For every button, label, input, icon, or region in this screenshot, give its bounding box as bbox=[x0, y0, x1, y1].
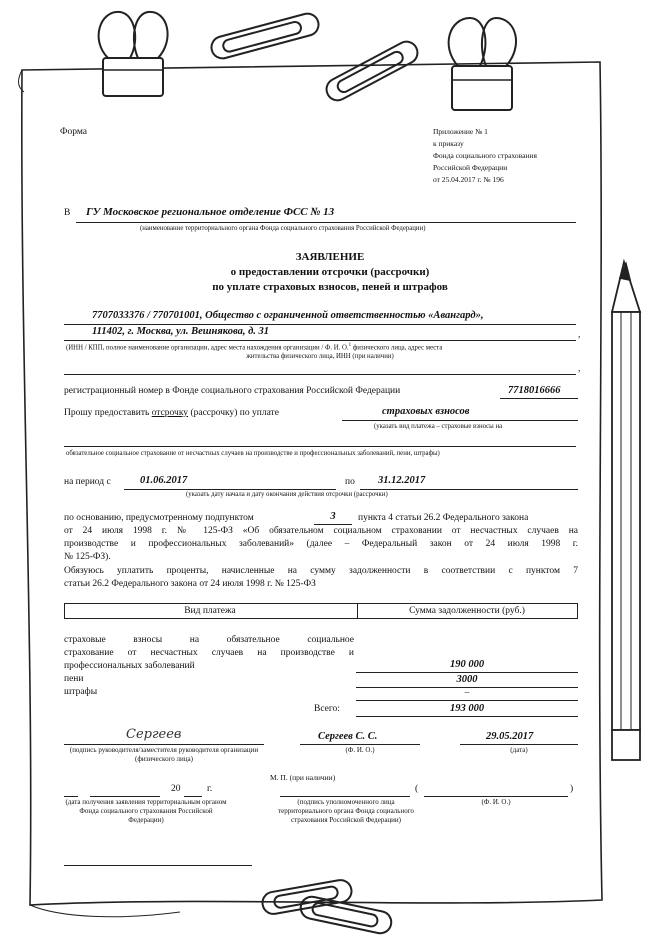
recipient-prefix: В bbox=[64, 208, 71, 218]
table-value-penalty[interactable]: 3000 bbox=[456, 674, 478, 685]
request-value[interactable]: страховых взносов bbox=[382, 406, 470, 417]
period-from-value[interactable]: 01.06.2017 bbox=[140, 475, 188, 486]
appendix-line: Фонда социального страхования bbox=[433, 151, 537, 160]
signature-date[interactable]: 29.05.2017 bbox=[486, 731, 534, 742]
receipt-caption-fio: (Ф. И. О.) bbox=[481, 798, 511, 806]
appendix-line: Приложение № 1 bbox=[433, 127, 488, 136]
applicant-comma: , bbox=[578, 330, 581, 340]
period-to-value[interactable]: 31.12.2017 bbox=[378, 475, 426, 486]
signer-name[interactable]: Сергеев С. С. bbox=[318, 731, 378, 742]
receipt-year-prefix: 20 bbox=[171, 784, 181, 794]
basis-subpoint-value[interactable]: 3 bbox=[330, 511, 336, 522]
applicant-caption-part: (ИНН / КПП, полное наименование организации, адрес места нахождения организации / Ф. И. О. bbox=[66, 344, 349, 352]
period-from-label: на период с bbox=[64, 477, 111, 487]
table-row bbox=[64, 634, 354, 699]
table-cell-line: страховые взносы на обязательное социальное bbox=[64, 635, 354, 645]
recipient-caption: (наименование территориального органа Фонда социального страхования Российской Федерации) bbox=[140, 225, 426, 232]
recipient-value[interactable]: ГУ Московское региональное отделение ФСС № 13 bbox=[86, 206, 335, 218]
table-total-label: Всего: bbox=[314, 704, 340, 714]
caption-fio: (Ф. И. О.) bbox=[345, 746, 375, 754]
doc-subtitle: о предоставлении отсрочки (рассрочки) bbox=[230, 266, 430, 278]
receipt-paren-open: ( bbox=[415, 784, 419, 794]
table-cell-line: профессиональных заболеваний bbox=[64, 661, 195, 671]
applicant-line2[interactable]: 111402, г. Москва, ул. Вешнякова, д. 31 bbox=[92, 326, 270, 337]
basis-text-b: пункта 4 статьи 26.2 Федерального закона bbox=[358, 513, 529, 523]
applicant-caption-2: жительства физического лица, ИНН (при наличии) bbox=[246, 353, 394, 360]
table-cell-line: страхование от несчастных случаев на производстве и bbox=[64, 648, 354, 658]
request-text-part: (рассрочку) по уплате bbox=[188, 408, 279, 418]
table-total-value[interactable]: 193 000 bbox=[449, 703, 485, 714]
receipt-caption-sign: (подпись уполномоченного лица территориального органа Фонда социального страхования Российской Федерации) bbox=[278, 798, 414, 824]
form-label: Форма bbox=[60, 127, 88, 137]
receipt-paren-close: ) bbox=[570, 784, 574, 794]
basis-line: от 24 июля 1998 г. № 125-ФЗ «Об обязательном социальном страховании от несчастных случаев на bbox=[64, 526, 578, 536]
applicant-line1[interactable]: 7707033376 / 770701001, Общество с ограниченной ответственностью «Авангард», bbox=[92, 310, 484, 321]
registration-label: регистрационный номер в Фонде социального страхования Российской Федерации bbox=[64, 386, 401, 396]
basis-line: производстве и профессиональных заболеваний» (далее – Федеральный закон от 24 июля 1998 г. bbox=[64, 539, 578, 549]
table-header-type: Вид платежа bbox=[184, 606, 236, 616]
registration-value[interactable]: 7718016666 bbox=[508, 385, 561, 396]
request-text-part: Прошу предоставить bbox=[64, 408, 152, 418]
receipt-year-suffix: г. bbox=[207, 784, 213, 794]
period-to-label: по bbox=[345, 477, 355, 487]
binder-clip-left-icon bbox=[99, 12, 168, 96]
caption-signature: (подпись руководителя/заместителя руководителя организации (физического лица) bbox=[69, 746, 259, 763]
doc-subtitle: по уплате страховых взносов, пеней и штрафов bbox=[212, 281, 448, 293]
caption-date: (дата) bbox=[510, 746, 528, 754]
request-caption-a: (указать вид платежа – страховые взносы на bbox=[374, 423, 503, 430]
receipt-caption-date: (дата получения заявления территориальным органом Фонда социального страхования Российской Федерации) bbox=[65, 798, 227, 824]
basis-text-a: по основанию, предусмотренному подпунктом bbox=[64, 513, 254, 523]
table-cell-line: пени bbox=[64, 674, 84, 684]
request-text bbox=[64, 408, 279, 418]
basis-line: Обязуюсь уплатить проценты, начисленные на сумму задолженности в соответствии с пунктом 7 bbox=[64, 566, 578, 576]
pencil-icon bbox=[612, 262, 640, 760]
table-value-insurance[interactable]: 190 000 bbox=[449, 659, 485, 670]
applicant-caption-part: физического лица, адрес места bbox=[351, 344, 443, 352]
table-header-amount: Сумма задолженности (руб.) bbox=[409, 606, 525, 616]
table-cell-line: штрафы bbox=[64, 687, 98, 697]
handwritten-signature: Сергеев bbox=[126, 727, 182, 742]
table-value-fines[interactable]: – bbox=[464, 688, 470, 698]
appendix-block bbox=[433, 126, 537, 186]
applicant-caption bbox=[66, 343, 442, 351]
appendix-line: к приказу bbox=[433, 139, 464, 148]
request-caption-b: обязательное социальное страхование от несчастных случаев на производстве и профессиональных заболеваний, пени, штрафы) bbox=[66, 450, 440, 457]
appendix-line: от 25.04.2017 г. № 196 bbox=[433, 175, 504, 184]
basis-line: № 125-ФЗ). bbox=[64, 552, 111, 562]
footnote-mark: 1 bbox=[348, 343, 352, 348]
basis-line: статьи 26.2 Федерального закона от 24 июля 1998 г. № 125-ФЗ bbox=[64, 579, 316, 589]
request-text-underlined: отсрочку bbox=[151, 408, 189, 418]
appendix-line: Российской Федерации bbox=[433, 163, 508, 172]
table-header-row bbox=[64, 603, 578, 619]
stamp-label: М. П. (при наличии) bbox=[270, 773, 336, 782]
applicant-comma-2: , bbox=[578, 364, 581, 374]
doc-title: ЗАЯВЛЕНИЕ bbox=[295, 251, 365, 263]
period-caption: (указать дату начала и дату окончания действия отсрочки (рассрочки) bbox=[186, 491, 388, 498]
